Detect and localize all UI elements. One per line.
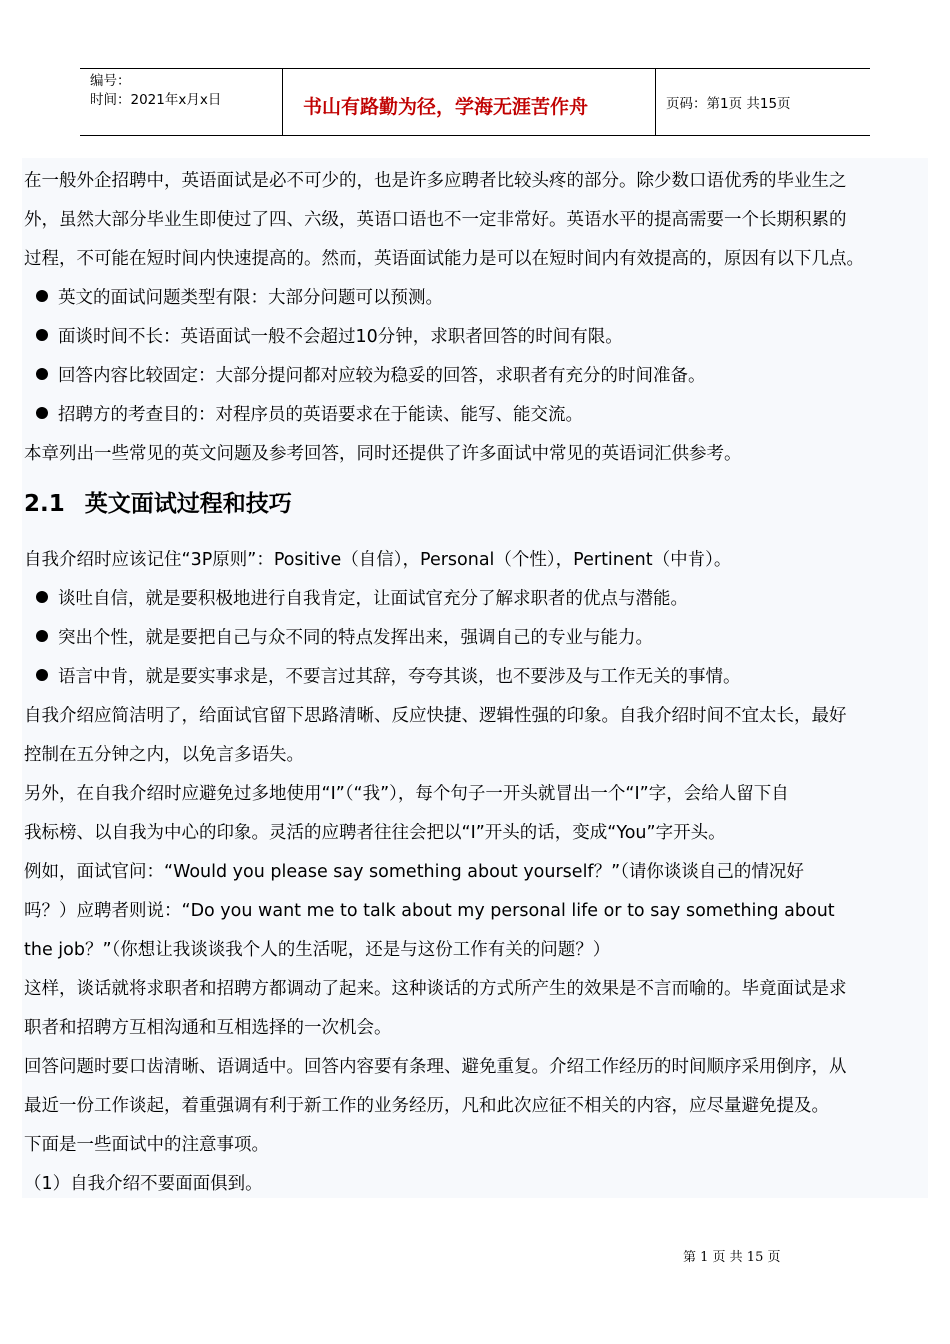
- reason-item: [36, 279, 443, 318]
- bullet-icon: [36, 630, 48, 642]
- body-line: （1）自我介绍不要面面俱到。: [24, 1174, 263, 1194]
- body-line: 我标榜、以自我为中心的印象。灵活的应聘者往往会把以“I”开头的话，变成“You”字开头。: [24, 823, 726, 843]
- reason-item: [36, 396, 583, 435]
- bullet-icon: [36, 591, 48, 603]
- principle-text: 自我介绍时应该记住“3P原则”：Positive（自信），Personal（个性），Pertinent（中肯）。: [24, 550, 732, 570]
- header-motto: 书山有路勤为径，学海无涯苦作舟: [282, 69, 656, 135]
- body-line: 吗？）应聘者则说：“Do you want me to talk about my personal life or to say something about: [24, 901, 835, 921]
- body-line: 职者和招聘方互相沟通和互相选择的一次机会。: [24, 1018, 392, 1038]
- bullet-icon: [36, 329, 48, 341]
- reason-text: 招聘方的考查目的：对程序员的英语要求在于能读、能写、能交流。: [58, 405, 583, 425]
- header-number-label: 编号：: [90, 73, 131, 89]
- reason-item: [36, 357, 706, 396]
- principle-item: [36, 619, 653, 658]
- bullet-icon: [36, 368, 48, 380]
- page-footer: 第 1 页 共 15 页: [683, 1250, 781, 1265]
- page-header: [80, 68, 870, 136]
- body-line: 另外，在自我介绍时应避免过多地使用“I”（“我”），每个句子一开头就冒出一个“I”字，会给人留下自: [24, 784, 789, 804]
- intro-line: 外，虽然大部分毕业生即使过了四、六级，英语口语也不一定非常好。英语水平的提高需要一个长期积累的: [24, 210, 847, 230]
- body-line: 回答问题时要口齿清晰、语调适中。回答内容要有条理、避免重复。介绍工作经历的时间顺序采用倒序，从: [24, 1057, 847, 1077]
- body-line: 最近一份工作谈起，着重强调有利于新工作的业务经历，凡和此次应征不相关的内容，应尽量避免提及。: [24, 1096, 829, 1116]
- principle-item-text: 谈吐自信，就是要积极地进行自我肯定，让面试官充分了解求职者的优点与潜能。: [58, 589, 688, 609]
- body-line: 例如，面试官问：“Would you please say something about yourself？”（请你谈谈自己的情况好: [24, 862, 804, 882]
- header-time-label: 时间：2021年x月x日: [90, 92, 222, 108]
- bullet-icon: [36, 669, 48, 681]
- principle-item: [36, 580, 688, 619]
- section-title: 英文面试过程和技巧: [84, 491, 292, 517]
- body-line: 下面是一些面试中的注意事项。: [24, 1135, 269, 1155]
- section-number: 2.1: [24, 491, 65, 517]
- body-line: the job？”（你想让我谈谈我个人的生活呢，还是与这份工作有关的问题？）: [24, 940, 611, 960]
- intro-line: 过程，不可能在短时间内快速提高的。然而，英语面试能力是可以在短时间内有效提高的，原因有以下几点。: [24, 249, 864, 269]
- principle-item-text: 突出个性，就是要把自己与众不同的特点发挥出来，强调自己的专业与能力。: [58, 628, 653, 648]
- body-line: 自我介绍应简洁明了，给面试官留下思路清晰、反应快捷、逻辑性强的印象。自我介绍时间不宜太长，最好: [24, 706, 847, 726]
- body-line: 控制在五分钟之内，以免言多语失。: [24, 745, 304, 765]
- principle-item-text: 语言中肯，就是要实事求是，不要言过其辞，夸夸其谈，也不要涉及与工作无关的事情。: [58, 667, 741, 687]
- header-meta-cell: [80, 69, 282, 135]
- bullet-icon: [36, 407, 48, 419]
- section-heading: [24, 482, 292, 526]
- reason-text: 面谈时间不长：英语面试一般不会超过10分钟，求职者回答的时间有限。: [58, 327, 623, 347]
- chapter-note: 本章列出一些常见的英文问题及参考回答，同时还提供了许多面试中常见的英语词汇供参考。: [24, 444, 742, 464]
- body-line: 这样，谈话就将求职者和招聘方都调动了起来。这种谈话的方式所产生的效果是不言而喻的。毕竟面试是求: [24, 979, 847, 999]
- intro-line: 在一般外企招聘中，英语面试是必不可少的，也是许多应聘者比较头疼的部分。除少数口语优秀的毕业生之: [24, 171, 847, 191]
- bullet-icon: [36, 290, 48, 302]
- reason-text: 英文的面试问题类型有限：大部分问题可以预测。: [58, 288, 443, 308]
- principle-item: [36, 658, 741, 697]
- header-page-info: 页码：第1页 共15页: [666, 96, 791, 112]
- reason-text: 回答内容比较固定：大部分提问都对应较为稳妥的回答，求职者有充分的时间准备。: [58, 366, 706, 386]
- reason-item: [36, 318, 623, 357]
